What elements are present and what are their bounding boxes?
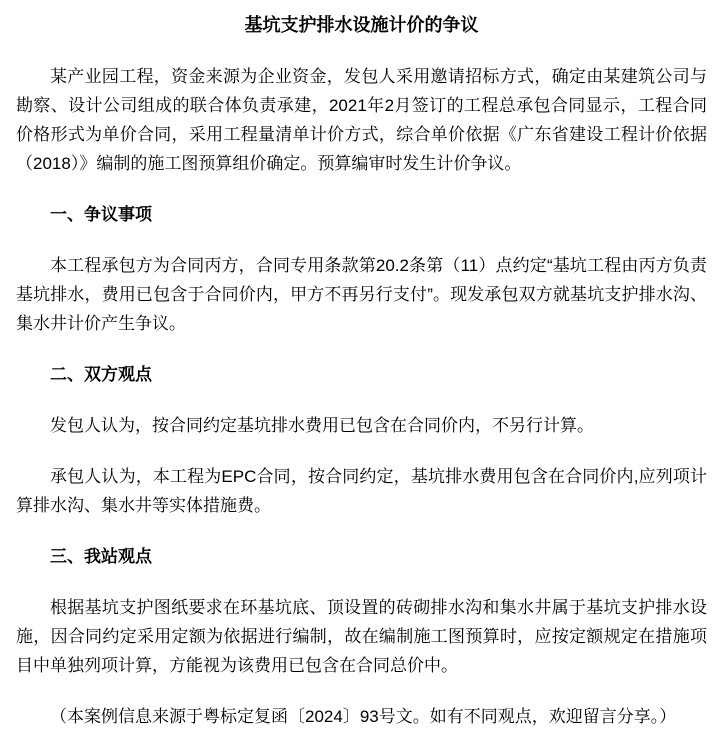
section-3-paragraph-1: 根据基坑支护图纸要求在环基坑底、顶设置的砖砌排水沟和集水井属于基坑支护排水设施，因合同约定采用定额为依据进行编制，故在编制施工图预算时，应按定额规定在措施项目中单独列项计算，方能视为该费用已包含在合同总价中。 bbox=[16, 598, 707, 675]
section-2-heading: 二、双方观点 bbox=[50, 365, 152, 384]
source-footnote: （本案例信息来源于粤标定复函〔2024〕93号文。如有不同观点，欢迎留言分享。） bbox=[50, 707, 677, 726]
section-1-heading: 一、争议事项 bbox=[50, 205, 152, 224]
section-2-paragraph-1: 发包人认为，按合同约定基坑排水费用已包含在合同价内，不另行计算。 bbox=[50, 416, 594, 435]
section-1-paragraph-1: 本工程承包方为合同丙方，合同专用条款第20.2条第（11）点约定“基坑工程由丙方负责基坑排水，费用已包含于合同价内，甲方不再另行支付”。现发承包双方就基坑支护排水沟、集水井计价产生争议。 bbox=[16, 256, 707, 333]
article-title: 基坑支护排水设施计价的争议 bbox=[244, 15, 479, 35]
intro-paragraph: 某产业园工程，资金来源为企业资金，发包人采用邀请招标方式，确定由某建筑公司与勘察、设计公司组成的联合体负责承建，2021年2月签订的工程总承包合同显示，工程合同价格形式为单价合同，采用工程量清单计价方式，综合单价依据《广东省建设工程计价依据（2018）》编制的施工图预算组价确定。预算编审时发生计价争议。 bbox=[16, 67, 707, 173]
section-2-paragraph-2: 承包人认为，本工程为EPC合同，按合同约定，基坑排水费用包含在合同价内,应列项计算排水沟、集水井等实体措施费。 bbox=[16, 467, 707, 515]
section-3-heading: 三、我站观点 bbox=[50, 547, 152, 566]
